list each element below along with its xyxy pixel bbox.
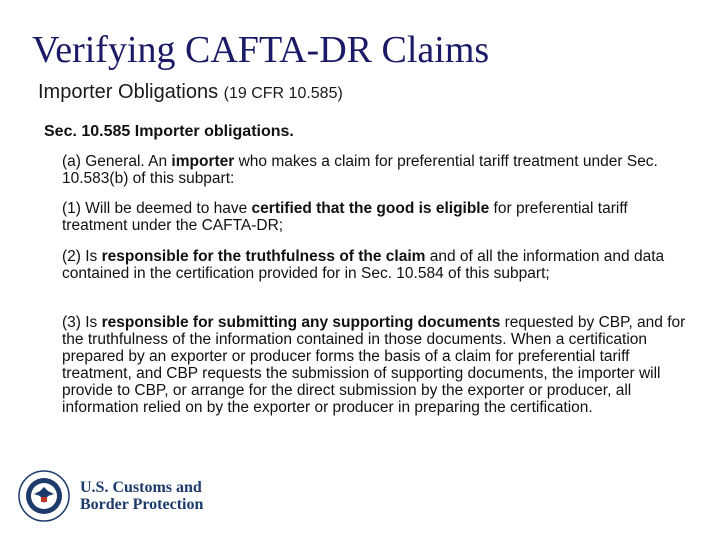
section-heading: Sec. 10.585 Importer obligations. [44, 123, 294, 140]
para-a-bold: importer [171, 153, 235, 170]
para-3-text-1: (3) Is [62, 314, 102, 331]
logo-line-2: Border Protection [80, 496, 204, 513]
para-3-text-2: requested by CBP, and for the truthfulness of the information contained in those documents. When a certification prepared by an exporter or producer forms the basis of a claim for preferential tariff treatment, and CBP requests the submission of supporting documents, the importer will provide to CBP, or arrange for the direct submission by the exporter or producer, all information relied on by the exporter or producer in preparing the certification. [62, 314, 686, 416]
paragraph-a-general [62, 153, 692, 187]
para-2-text-1: (2) Is [62, 248, 102, 265]
para-1-bold: certified that the good is eligible [251, 200, 490, 217]
dhs-seal-icon [18, 470, 70, 522]
para-2-text-2: and of all the information and data contained in the certification provided for in Sec. 10.584 of this subpart; [62, 248, 665, 282]
paragraph-2 [62, 248, 692, 282]
para-3-bold: responsible for submitting any supporting documents [101, 314, 501, 331]
paragraph-1 [62, 200, 692, 234]
paragraph-3 [62, 314, 692, 416]
para-1-text-1: (1) Will be deemed to have [62, 200, 252, 217]
cbp-logo [18, 466, 218, 526]
slide-subtitle [38, 80, 343, 106]
para-a-text-2: who makes a claim for preferential tariff treatment under Sec. 10.583(b) of this subpart: [62, 153, 658, 187]
para-1-text-2: for preferential tariff treatment under the CAFTA-DR; [62, 200, 628, 234]
logo-line-1: U.S. Customs and [80, 479, 202, 496]
slide-title: Verifying CAFTA-DR Claims [32, 29, 490, 71]
subtitle-main: Importer Obligations [38, 81, 224, 103]
logo-wordmark [80, 479, 203, 513]
para-2-bold: responsible for the truthfulness of the claim [101, 248, 426, 265]
para-a-text-1: (a) General. An [62, 153, 172, 170]
subtitle-citation: (19 CFR 10.585) [223, 85, 343, 102]
